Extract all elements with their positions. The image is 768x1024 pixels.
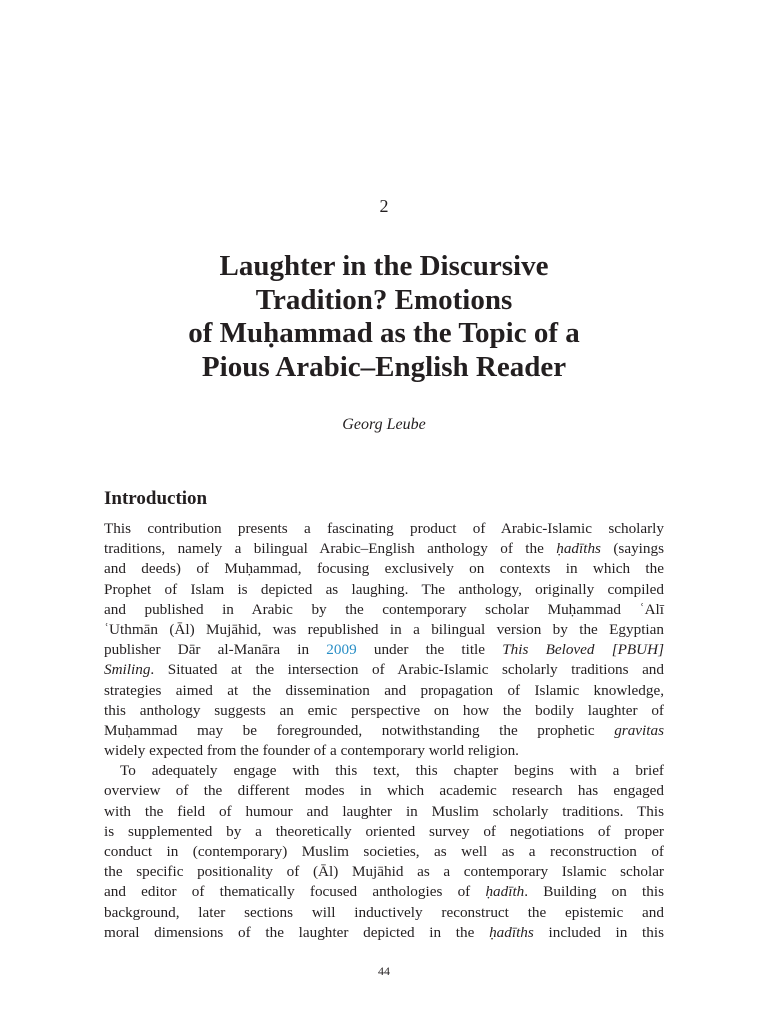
chapter-title	[104, 250, 664, 384]
page-number: 44	[378, 964, 390, 978]
text-line: and editor of thematically focused anthologies of ḥadīth. Building on this	[104, 883, 664, 901]
text-line: To adequately engage with this text, this chapter begins with a brief	[120, 762, 664, 780]
citation-year-link[interactable]: 2009	[326, 641, 357, 659]
chapter-title-line: Laughter in the Discursive	[219, 250, 549, 282]
text-line: is supplemented by a theoretically oriented survey of negotiations of proper	[104, 822, 664, 840]
text-line: and published in Arabic by the contemporary scholar Muḥammad ʿAlī	[104, 600, 664, 618]
text-line: publisher Dār al-Manāra in 2009 under the title This Beloved [PBUH]	[104, 641, 665, 659]
text-line: widely expected from the founder of a contemporary world religion.	[104, 742, 519, 760]
text-line: Smiling. Situated at the intersection of Arabic-Islamic scholarly traditions and	[104, 661, 664, 679]
emphasis-term: gravitas	[614, 721, 664, 739]
text-line: ʿUthmān (Āl) Mujāhid, was republished in a bilingual version by the Egyptian	[104, 620, 664, 638]
text-line: Muḥammad may be foregrounded, notwithstanding the prophetic gravitas	[104, 721, 664, 739]
text-line: This contribution presents a fascinating product of Arabic-Islamic scholarly	[104, 520, 664, 537]
text-line: background, later sections will inductively reconstruct the epistemic and	[104, 903, 664, 921]
text-line: this anthology suggests an emic perspective on how the bodily laughter of	[104, 701, 664, 719]
chapter-title-line: Tradition? Emotions	[255, 283, 513, 316]
text-line: Prophet of Islam is depicted as laughing. The anthology, originally compiled	[104, 580, 664, 598]
body-text	[104, 519, 664, 943]
text-line: strategies aimed at the dissemination and propagation of Islamic knowledge,	[104, 681, 664, 699]
author-name: Georg Leube	[342, 416, 426, 433]
text-line: the specific positionality of (Āl) Mujāhid as a contemporary Islamic scholar	[104, 863, 664, 881]
text-line: conduct in (contemporary) Muslim societies, as well as a reconstruction of	[104, 843, 664, 860]
text-line: and deeds) of Muḥammad, focusing exclusively on contexts in which the	[104, 560, 664, 578]
hadith-term: ḥadīth	[485, 883, 525, 901]
book-title: Smiling	[104, 661, 151, 679]
chapter-title-line: of Muḥammad as the Topic of a	[188, 317, 580, 349]
text-line: traditions, namely a bilingual Arabic–English anthology of the ḥadīths (sayings	[104, 540, 664, 558]
hadith-term: ḥadīths	[556, 540, 601, 558]
text-line: moral dimensions of the laughter depicted in the ḥadīths included in this	[104, 923, 664, 941]
section-heading: Introduction	[104, 488, 208, 509]
text-line: with the field of humour and laughter in Muslim scholarly traditions. This	[104, 802, 664, 820]
book-title: This Beloved [PBUH]	[502, 641, 665, 659]
chapter-title-line: Pious Arabic–English Reader	[201, 350, 567, 383]
chapter-number: 2	[379, 196, 389, 216]
text-line: overview of the different modes in which academic research has engaged	[104, 782, 664, 800]
hadith-term: ḥadīths	[489, 923, 534, 941]
